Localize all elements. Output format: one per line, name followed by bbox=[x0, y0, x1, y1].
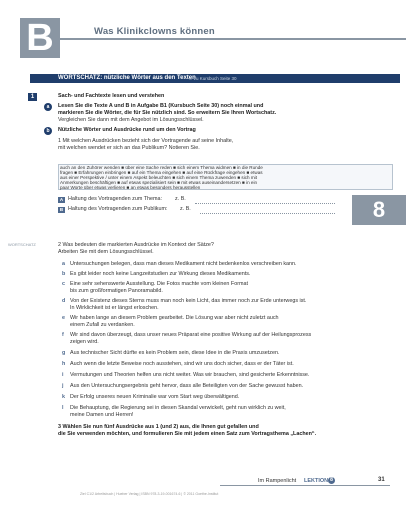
item-letter: f bbox=[62, 332, 64, 338]
item-letter: d bbox=[62, 298, 66, 304]
task1-b1-line: mit welchen wendet er sich an das Publikum? Notieren Sie. bbox=[58, 145, 200, 151]
page-title: Was Klinikclowns können bbox=[94, 26, 215, 37]
task1-a-marker: a bbox=[44, 103, 52, 111]
item-text: Die Behauptung, die Regierung sei in diesen Skandal verwickelt, geht nun wirklich zu weit, bbox=[70, 405, 286, 411]
item-text: Wir haben lange an diesem Problem gearbeitet. Die Lösung war aber nicht zuletzt auch bbox=[70, 315, 279, 321]
item-text: Der Erfolg unseres neuen Kriminalie war vom Start weg überwältigend. bbox=[70, 394, 240, 400]
item-text: Es gibt leider noch keine Langzeitstudien zur Wirkung dieses Medikaments. bbox=[70, 271, 251, 277]
task1-b-marker: b bbox=[44, 127, 52, 135]
item-letter: h bbox=[62, 361, 66, 367]
task1-b1-line: 1 Mit welchen Ausdrücken bezieht sich der Vortragende auf seine Inhalte, bbox=[58, 138, 234, 144]
header-rule bbox=[60, 38, 406, 40]
item-text: bis zum großformatigen Panoramabild. bbox=[70, 288, 163, 294]
answer-line[interactable] bbox=[195, 202, 335, 204]
footer-lektion: LEKTION bbox=[304, 478, 329, 484]
footer-rule bbox=[220, 485, 390, 486]
item-text: Eine sehr sehenswerte Ausstellung. Die Fotos machte vom kleinen Format bbox=[70, 281, 248, 287]
task3-line: die Sie verwenden möchten, und formulieren Sie mit jedem einen Satz zum Vortragsthema „Lachen“. bbox=[58, 431, 317, 437]
box-row-value: z. B. bbox=[180, 206, 191, 212]
item-text: Von der Existenz dieses Sterns muss man noch kein Licht, das immer noch zur Erde unterwegs ist. bbox=[70, 298, 307, 304]
task2-intro: 2 Was bedeuten die markierten Ausdrücke im Kontext der Sätze? bbox=[58, 242, 214, 248]
item-text: In Wirklichkeit ist er längst erloschen. bbox=[70, 305, 159, 311]
side-label: WORTSCHATZ bbox=[8, 242, 36, 247]
phrase-line: Anmerkungen beschäftigen ■ auf etwas spezialisiert sein ■ mit etwas auseinandersetzen ■ in ein bbox=[60, 180, 258, 185]
item-letter: g bbox=[62, 350, 66, 356]
item-letter: k bbox=[62, 394, 65, 400]
box-row-marker: B bbox=[59, 207, 64, 212]
item-text: Wir sind davon überzeugt, dass unser neues Präparat eine positive Wirkung auf der Heilungsprozess bbox=[70, 332, 312, 338]
page-number: 31 bbox=[378, 477, 385, 483]
item-text: Auch wenn die letzte Beweise noch ausstehen, sind wir uns doch sicher, dass er der Täter ist. bbox=[70, 361, 294, 367]
item-letter: e bbox=[62, 315, 65, 321]
task-number-1: 1 bbox=[28, 93, 37, 101]
footer-title: Im Rampenlicht bbox=[258, 478, 297, 484]
task1-a-line: Lesen Sie die Texte A und B in Aufgabe B1 (Kursbuch Seite 30) noch einmal und bbox=[58, 103, 264, 109]
task1-b-title: Nützliche Wörter und Ausdrücke rund um den Vortrag bbox=[58, 127, 196, 133]
item-text: Aus den Untersuchungsergebnis geht hervor, dass alle Beteiligten von der Sache gewusst haben. bbox=[70, 383, 304, 389]
item-letter: i bbox=[62, 372, 64, 378]
box-row-value: z. B. bbox=[175, 196, 186, 202]
phrase-line: fragen ■ Erfahrungen einbringen ■ auf ein Thema eingehen ■ auf eine Rückfrage eingehen ■ etwas bbox=[60, 170, 263, 175]
wortschatz-label: WORTSCHATZ: nützliche Wörter aus den Texten bbox=[58, 75, 196, 81]
item-letter: l bbox=[62, 405, 64, 411]
wortschatz-ref: → zu Kursbuch Seite 30 bbox=[188, 76, 237, 81]
item-text: zeigen wird. bbox=[70, 339, 99, 345]
footer-lektion-num: 8 bbox=[328, 477, 335, 484]
imprint: Ziel C1/2 Arbeitsbuch | Hueber Verlag | ISBN 978-3-19-001674-6 | © 2011 Goethe-Institut bbox=[80, 492, 219, 496]
item-letter: c bbox=[62, 281, 65, 287]
answer-line[interactable] bbox=[200, 212, 335, 214]
phrase-line: paar Worte über etwas verlieren ■ an etwas besonders herausstellen bbox=[60, 185, 201, 190]
phrase-line: auch an den Zuhörer wenden ■ über eine Sache reden ■ sich einem Thema widmen ■ in die Runde bbox=[60, 165, 263, 170]
item-letter: a bbox=[62, 261, 65, 267]
box-row-label: Haltung des Vortragenden zum Publikum: bbox=[68, 206, 168, 212]
item-letter: j bbox=[62, 383, 64, 389]
item-text: Aus technischer Sicht dürfte es kein Problem sein, diese Idee in die Praxis umzusetzen. bbox=[70, 350, 280, 356]
task1-title: Sach- und Fachtexte lesen und verstehen bbox=[58, 93, 165, 99]
item-text: Vermutungen und Theorien helfen uns nicht weiter. Was wir brauchen, sind gesicherte Erkenntnisse. bbox=[70, 372, 310, 378]
phrase-line: aus einer Perspektive / unter einem Aspekt beleuchten ■ sich einem Thema zuwenden ■ sich mit bbox=[60, 175, 257, 180]
task3-line: 3 Wählen Sie nun fünf Ausdrücke aus 1 (und 2) aus, die Ihnen gut gefallen und bbox=[58, 424, 259, 430]
chapter-tab: 8 bbox=[352, 195, 406, 225]
task2-intro: Arbeiten Sie mit dem Lösungsschlüssel. bbox=[58, 249, 154, 255]
item-text: einem Zufall zu verdanken. bbox=[70, 322, 135, 328]
task1-a-line: markieren Sie die Wörter, die für Sie nützlich sind. So erweitern Sie Ihren Wortschatz. bbox=[58, 110, 277, 116]
box-row-label: Haltung des Vortragenden zum Thema: bbox=[68, 196, 162, 202]
item-text: meine Damen und Herren! bbox=[70, 412, 134, 418]
section-letter: B bbox=[20, 18, 60, 58]
task1-a-line: Vergleichen Sie dann mit dem Angebot im Lösungsschlüssel. bbox=[58, 117, 204, 123]
box-row-marker: A bbox=[59, 197, 64, 202]
item-letter: b bbox=[62, 271, 66, 277]
item-text: Untersuchungen belegen, dass man dieses Medikament nicht bedenkenlos verschreiben kann. bbox=[70, 261, 297, 267]
